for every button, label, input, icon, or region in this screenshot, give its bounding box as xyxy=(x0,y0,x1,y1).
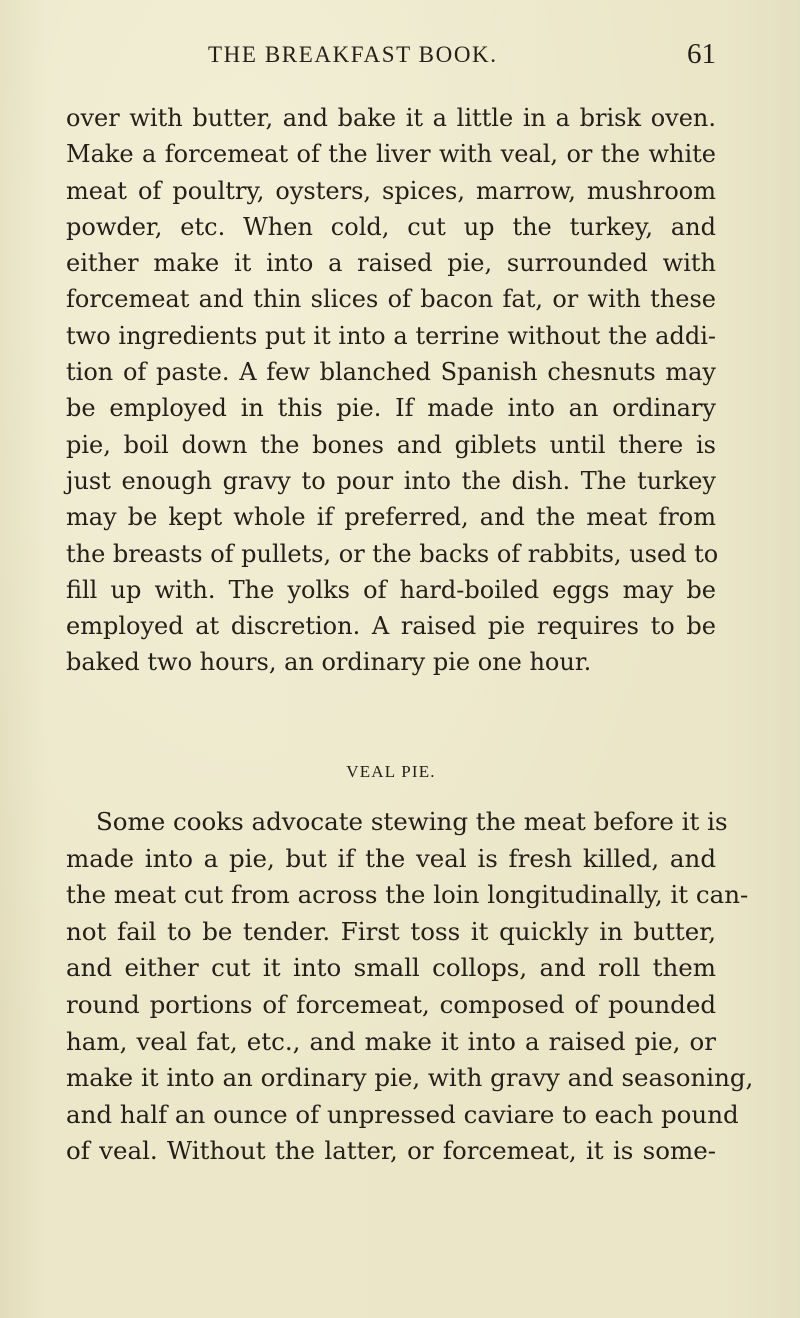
page-number: 61 xyxy=(687,38,716,70)
text-line: meat of poultry, oysters, spices, marrow, mushroom xyxy=(66,176,716,205)
text-line: be employed in this pie. If made into an ordinary xyxy=(66,394,716,423)
text-line: of veal. Without the latter, or forcemeat, it is some- xyxy=(66,1136,716,1166)
paragraph-veal-pie xyxy=(66,804,754,1170)
text-line: made into a pie, but if the veal is fresh killed, and xyxy=(66,843,716,873)
text-line: Some cooks advocate stewing the meat before it is xyxy=(96,807,728,836)
running-title: THE BREAKFAST BOOK. xyxy=(208,42,498,67)
page-header xyxy=(66,38,716,78)
text-line: two ingredients put it into a terrine without the addi- xyxy=(66,321,716,350)
text-line: powder, etc. When cold, cut up the turkey, and xyxy=(66,212,716,241)
text-line: employed at discretion. A raised pie requires to be xyxy=(66,612,716,641)
text-line: may be kept whole if preferred, and the meat from xyxy=(66,503,716,532)
text-line: round portions of forcemeat, composed of pounded xyxy=(66,989,716,1019)
text-line: tion of paste. A few blanched Spanish chesnuts may xyxy=(66,358,716,387)
text-line: just enough gravy to pour into the dish. The turkey xyxy=(66,466,716,495)
text-line: and half an ounce of unpressed caviare to each pound xyxy=(66,1099,739,1129)
paragraph-turkey-pie-continued xyxy=(66,100,719,681)
text-line: not fail to be tender. First toss it quickly in butter, xyxy=(66,916,716,946)
text-line: make it into an ordinary pie, with gravy and seasoning, xyxy=(66,1063,754,1093)
text-line: fill up with. The yolks of hard-boiled eggs may be xyxy=(66,575,716,604)
text-line: and either cut it into small collops, and roll them xyxy=(66,953,716,983)
text-line: baked two hours, an ordinary pie one hour. xyxy=(66,648,592,677)
text-line: the breasts of pullets, or the backs of rabbits, used to xyxy=(66,539,719,568)
text-line: ham, veal fat, etc., and make it into a raised pie, or xyxy=(66,1026,716,1056)
text-line: forcemeat and thin slices of bacon fat, or with these xyxy=(66,285,716,314)
text-line: Make a forcemeat of the liver with veal, or the white xyxy=(66,140,716,169)
text-line: either make it into a raised pie, surrounded with xyxy=(66,249,716,278)
section-heading: VEAL PIE. xyxy=(346,762,436,781)
text-line: pie, boil down the bones and giblets until there is xyxy=(66,430,716,459)
text-line: over with butter, and bake it a little in a brisk oven. xyxy=(66,104,716,132)
text-line: the meat cut from across the loin longitudinally, it can- xyxy=(66,880,749,910)
